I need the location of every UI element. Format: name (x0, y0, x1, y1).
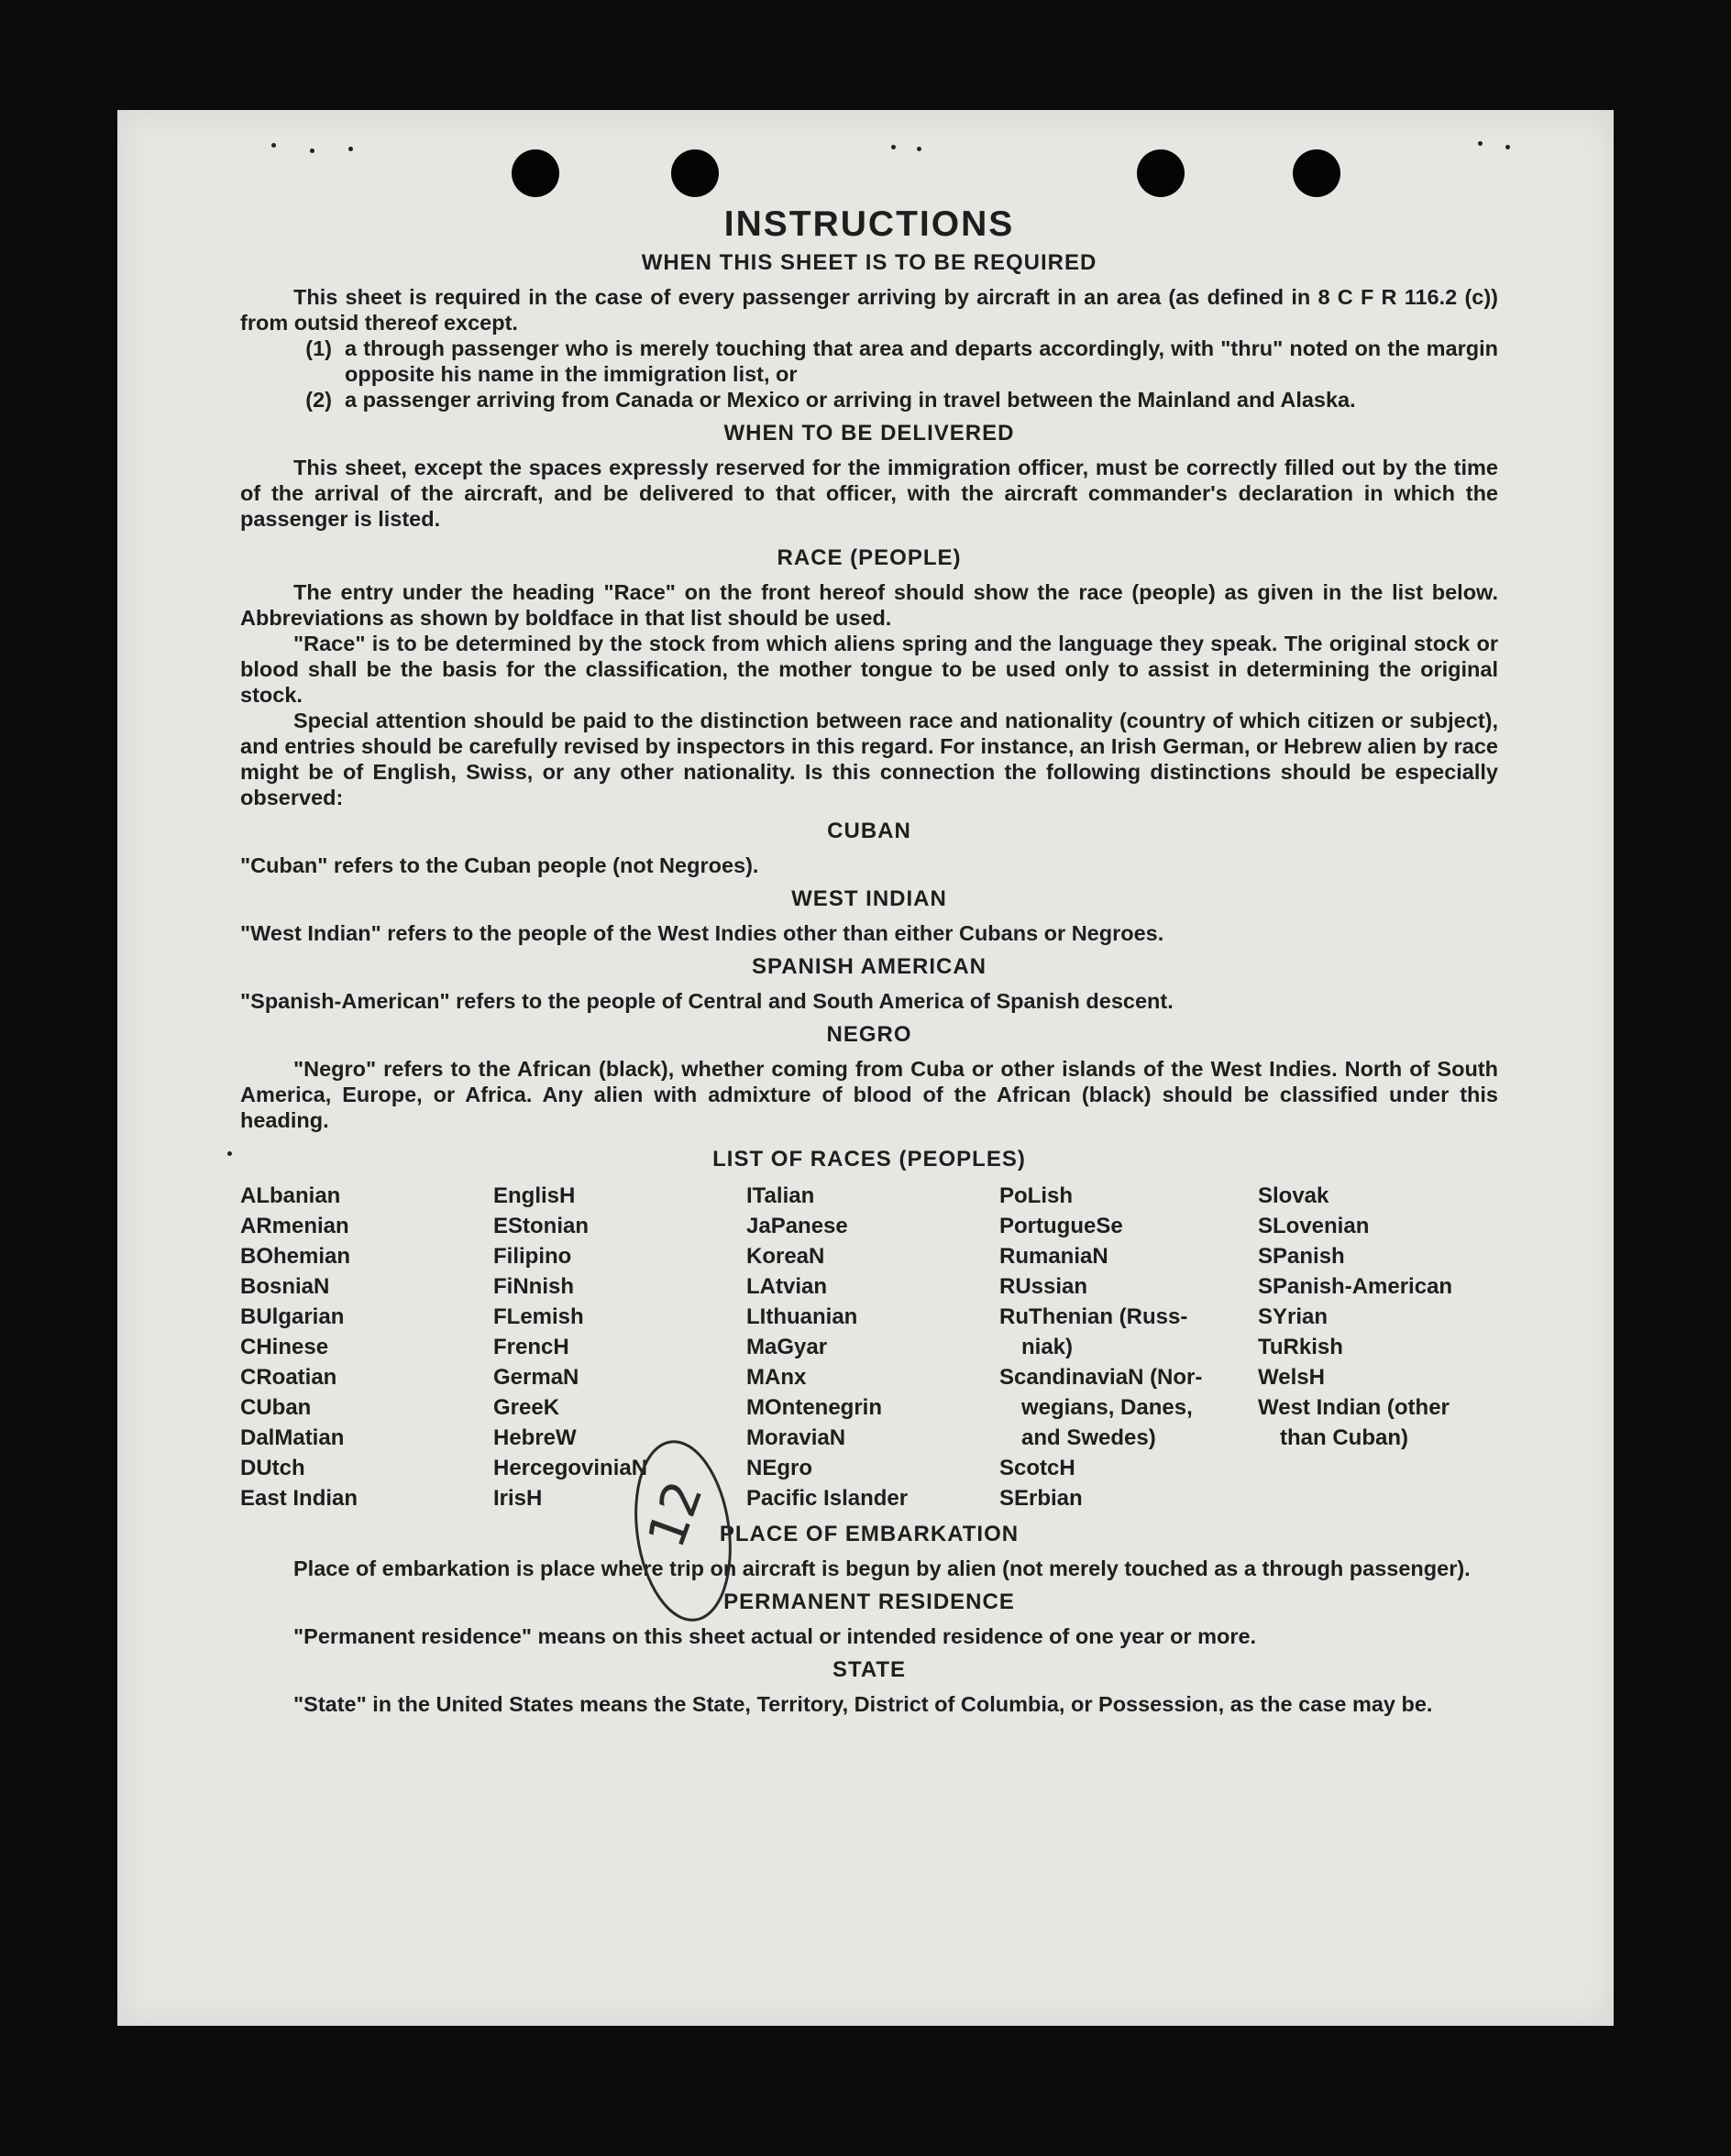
race-entry: Pacific Islander (746, 1486, 909, 1511)
race-column (240, 1181, 493, 1513)
dust-speck (271, 143, 276, 148)
race-entry: HercegoviniaN (493, 1456, 648, 1480)
dust-speck (917, 147, 921, 151)
race-entry: SLovenian (1258, 1214, 1370, 1238)
race-entry: RumaniaN (999, 1244, 1108, 1269)
race-list (240, 1181, 1498, 1513)
race-entry: FiNnish (493, 1274, 574, 1299)
heading-spanish-american: SPANISH AMERICAN (751, 954, 987, 979)
race-entry: DalMatian (240, 1425, 345, 1450)
heading-when-required: WHEN THIS SHEET IS TO BE REQUIRED (641, 250, 1097, 275)
race-paragraph-1: The entry under the heading "Race" on the front hereof should show the race (people) as given in the list below. Abbreviations as shown by boldface in that list should be used. (240, 580, 1498, 630)
race-entry: ARmenian (240, 1214, 349, 1238)
heading-race: RACE (PEOPLE) (777, 545, 962, 570)
race-entry: SPanish (1258, 1244, 1345, 1269)
race-column (746, 1181, 999, 1513)
instructions-content (240, 204, 1498, 1717)
heading-list-of-races: LIST OF RACES (PEOPLES) (712, 1147, 1026, 1172)
race-entry: EnglisH (493, 1183, 576, 1208)
when-delivered-text: This sheet, except the spaces expressly reserved for the immigration officer, must be correctly filled out by the time of the arrival of the aircraft, and be delivered to that officer, with the aircraft commander's declaration in which the passenger is listed. (240, 456, 1498, 531)
race-entry: SErbian (999, 1486, 1083, 1511)
race-entry: FrencH (493, 1335, 569, 1359)
race-entry: WelsH (1258, 1365, 1325, 1390)
race-entry: CRoatian (240, 1365, 337, 1390)
page-title: INSTRUCTIONS (723, 204, 1015, 244)
race-entry: GermaN (493, 1365, 579, 1390)
dust-speck (1505, 145, 1510, 149)
race-entry: CHinese (240, 1335, 329, 1359)
race-entry: EStonian (493, 1214, 590, 1238)
heading-negro: NEGRO (826, 1022, 912, 1047)
race-entry (1258, 1392, 1498, 1453)
race-entry: East Indian (240, 1486, 358, 1511)
race-entry: FLemish (493, 1304, 584, 1329)
race-paragraph-2: "Race" is to be determined by the stock from which aliens spring and the language they speak. The original stock or blood shall be the basis for the classification, the mother tongue to be used only to assist in determining the original stock. (240, 632, 1498, 707)
heading-west-indian: WEST INDIAN (791, 886, 947, 911)
cuban-text: "Cuban" refers to the Cuban people (not Negroes). (240, 853, 759, 877)
race-entry-line: RuThenian (Russ- (999, 1304, 1188, 1329)
west-indian-text: "West Indian" refers to the people of the West Indies other than either Cubans or Negroes. (240, 921, 1164, 945)
spanish-american-text: "Spanish-American" refers to the people of Central and South America of Spanish descent. (240, 989, 1174, 1013)
race-entry: RUssian (999, 1274, 1088, 1299)
dust-speck (227, 1151, 232, 1156)
race-entry: LIthuanian (746, 1304, 858, 1329)
race-entry: ALbanian (240, 1183, 341, 1208)
race-entry: Filipino (493, 1244, 572, 1269)
exception-text: a passenger arriving from Canada or Mexico or arriving in travel between the Mainland and Alaska. (345, 388, 1356, 412)
race-column (1258, 1181, 1498, 1513)
race-entry: HebreW (493, 1425, 577, 1450)
exception-number: (2) (305, 388, 332, 412)
race-entry: BUlgarian (240, 1304, 345, 1329)
negro-text: "Negro" refers to the African (black), whether coming from Cuba or other islands of the West Indies. North of South America, Europe, or Africa. Any alien with admixture of blood of the African (black) should be classified under this heading. (240, 1057, 1498, 1132)
punch-hole-1 (512, 149, 559, 197)
exception-item-1 (240, 336, 1498, 387)
race-entry: DUtch (240, 1456, 305, 1480)
heading-when-delivered: WHEN TO BE DELIVERED (723, 421, 1015, 446)
race-entry: MaGyar (746, 1335, 828, 1359)
heading-embarkation: PLACE OF EMBARKATION (719, 1522, 1020, 1546)
dust-speck (891, 145, 896, 149)
race-entry: ITalian (746, 1183, 815, 1208)
race-entry: LAtvian (746, 1274, 828, 1299)
race-entry: BOhemian (240, 1244, 351, 1269)
exception-item-2 (240, 387, 1498, 412)
race-entry: SYrian (1258, 1304, 1329, 1329)
race-entry-line: West Indian (other (1258, 1395, 1450, 1420)
when-required-intro: This sheet is required in the case of every passenger arriving by aircraft in an area (as defined in 8 C F R 116.2 (c)) from outsid thereof except. (240, 285, 1498, 335)
dust-speck (1478, 141, 1483, 146)
punch-hole-4 (1293, 149, 1340, 197)
race-entry: JaPanese (746, 1214, 848, 1238)
race-entry: TuRkish (1258, 1335, 1343, 1359)
race-entry (999, 1302, 1258, 1362)
punch-hole-3 (1137, 149, 1185, 197)
race-entry: MOntenegrin (746, 1395, 882, 1420)
race-paragraph-3: Special attention should be paid to the distinction between race and nationality (country of which citizen or subject), and entries should be carefully revised by inspectors in this regard. For instance, an Irish German, or Hebrew alien by race might be of English, Swiss, or any other nationality. Is this connection the following distinctions should be especially observed: (240, 709, 1498, 809)
dust-speck (310, 148, 314, 153)
state-text: "State" in the United States means the State, Territory, District of Columbia, or Possession, as the case may be. (293, 1692, 1433, 1716)
punch-hole-2 (671, 149, 719, 197)
race-entry-line: niak) (1021, 1335, 1074, 1359)
race-entry (999, 1362, 1258, 1453)
race-column (999, 1181, 1258, 1513)
race-entry: MoraviaN (746, 1425, 846, 1450)
exception-text: a through passenger who is merely touching that area and departs accordingly, with "thru" noted on the margin opposite his name in the immigration list, or (345, 336, 1498, 386)
race-entry: GreeK (493, 1395, 560, 1420)
race-entry: ScotcH (999, 1456, 1075, 1480)
residence-text: "Permanent residence" means on this sheet actual or intended residence of one year or more. (293, 1624, 1257, 1648)
heading-state: STATE (832, 1657, 907, 1682)
race-entry: CUban (240, 1395, 312, 1420)
race-entry: IrisH (493, 1486, 543, 1511)
race-entry: MAnx (746, 1365, 807, 1390)
race-entry-line: wegians, Danes, (1021, 1395, 1193, 1420)
heading-cuban: CUBAN (827, 819, 911, 843)
dust-speck (348, 147, 353, 151)
race-entry: PoLish (999, 1183, 1074, 1208)
exception-number: (1) (305, 336, 332, 360)
race-entry-line: ScandinaviaN (Nor- (999, 1365, 1203, 1390)
race-entry: Slovak (1258, 1183, 1329, 1208)
handwritten-circled-number (628, 1435, 738, 1627)
race-entry: PortugueSe (999, 1214, 1123, 1238)
race-entry: BosniaN (240, 1274, 330, 1299)
race-entry: KoreaN (746, 1244, 825, 1269)
race-entry: SPanish-American (1258, 1274, 1453, 1299)
heading-residence: PERMANENT RESIDENCE (723, 1590, 1015, 1614)
race-entry: NEgro (746, 1456, 812, 1480)
race-entry-line: than Cuban) (1280, 1425, 1408, 1450)
handwritten-number: 12 (636, 1473, 715, 1556)
embarkation-text: Place of embarkation is place where trip on aircraft is begun by alien (not merely touched as a through passenger). (293, 1556, 1471, 1580)
race-entry-line: and Swedes) (1021, 1425, 1156, 1450)
